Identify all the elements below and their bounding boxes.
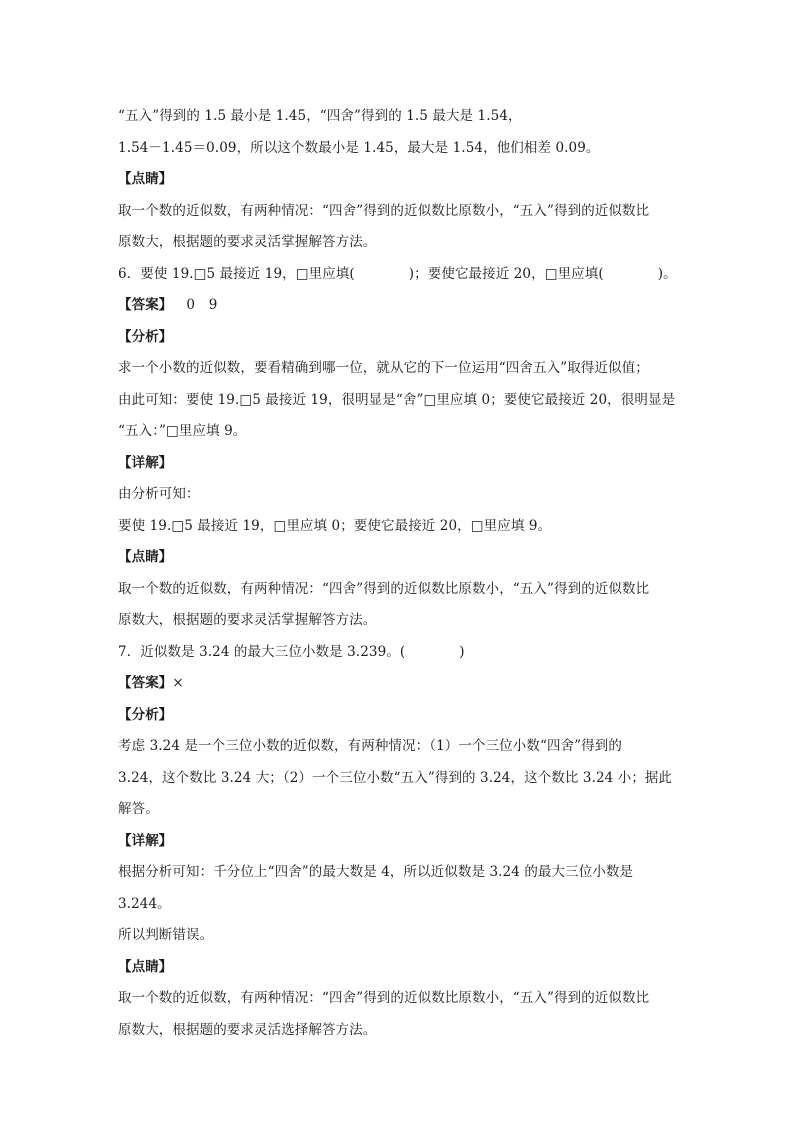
section-heading-xiangjie: 【详解】 bbox=[118, 832, 173, 849]
section-heading-fenxi: 【分析】 bbox=[118, 328, 173, 345]
text-line: 3.244。 bbox=[118, 895, 171, 912]
text-line: 由分析可知： bbox=[118, 486, 200, 502]
section-heading-fenxi: 【分析】 bbox=[118, 706, 173, 723]
text-line: 原数大，根据题的要求灵活选择解答方法。 bbox=[118, 1021, 377, 1038]
answer-value-7: × bbox=[172, 675, 184, 691]
text-line: 取一个数的近似数，有两种情况：“四舍”得到的近似数比原数小，“五入”得到的近似数比 bbox=[118, 580, 650, 597]
text-line: 取一个数的近似数，有两种情况：“四舍”得到的近似数比原数小，“五入”得到的近似数比 bbox=[118, 202, 650, 219]
text-line: 原数大，根据题的要求灵活掌握解答方法。 bbox=[118, 612, 377, 628]
text-line: 所以判断错误。 bbox=[118, 927, 214, 943]
section-heading-dianjing: 【点睛】 bbox=[118, 958, 173, 975]
text-line: 原数大，根据题的要求灵活掌握解答方法。 bbox=[118, 234, 377, 250]
text-line: 1.54－1.45＝0.09，所以这个数最小是 1.45，最大是 1.54，他们相差 0.09。 bbox=[118, 139, 600, 156]
question-7-text-a: 7．近似数是 3.24 的最大三位小数是 3.239。( bbox=[118, 643, 406, 660]
section-heading-xiangjie: 【详解】 bbox=[118, 454, 173, 471]
text-line: “五入”得到的 1.5 最小是 1.45，“四舍”得到的 1.5 最大是 1.54， bbox=[118, 108, 522, 124]
text-line: 考虑 3.24 是一个三位小数的近似数，有两种情况：（1）一个三位小数“四舍”得到的 bbox=[118, 738, 622, 754]
section-heading-dianjing: 【点睛】 bbox=[118, 549, 173, 565]
text-line: “五入：”□里应填 9。 bbox=[118, 423, 247, 439]
text-line: 取一个数的近似数，有两种情况：“四舍”得到的近似数比原数小，“五入”得到的近似数比 bbox=[118, 990, 650, 1006]
question-6-text-a: 6．要使 19.□5 最接近 19，□里应填( bbox=[118, 265, 355, 282]
section-heading-dianjing: 【点睛】 bbox=[118, 171, 173, 187]
answer-line-6 bbox=[118, 290, 678, 322]
text-line: 解答。 bbox=[118, 801, 159, 817]
text-line: 3.24，这个数比 3.24 大；（2）一个三位小数“五入”得到的 3.24，这个数比 3.24 小；据此 bbox=[118, 769, 673, 786]
answer-line-7 bbox=[118, 668, 678, 700]
question-7-text-b: ) bbox=[459, 643, 465, 660]
question-6-text-b: )；要使它最接近 20，□里应填( bbox=[408, 265, 604, 282]
text-line: 求一个小数的近似数，要看精确到哪一位，就从它的下一位运用“四舍五入”取得近似值； bbox=[118, 360, 649, 376]
section-heading-daan: 【答案】 bbox=[118, 297, 173, 313]
section-heading-daan: 【答案】 bbox=[118, 675, 173, 691]
text-line: 要使 19.□5 最接近 19，□里应填 0；要使它最接近 20，□里应填 9。 bbox=[118, 517, 552, 534]
text-line: 由此可知：要使 19.□5 最接近 19，很明显是“舍”□里应填 0；要使它最接近 20，很明显是 bbox=[118, 391, 676, 408]
question-6-text-c: )。 bbox=[657, 265, 677, 282]
document-body bbox=[118, 101, 678, 1046]
answer-value-6: 0 9 bbox=[186, 297, 218, 313]
question-7 bbox=[118, 637, 678, 669]
question-6 bbox=[118, 259, 678, 291]
text-line: 根据分析可知：千分位上“四舍”的最大数是 4，所以近似数是 3.24 的最大三位小数是 bbox=[118, 864, 634, 880]
